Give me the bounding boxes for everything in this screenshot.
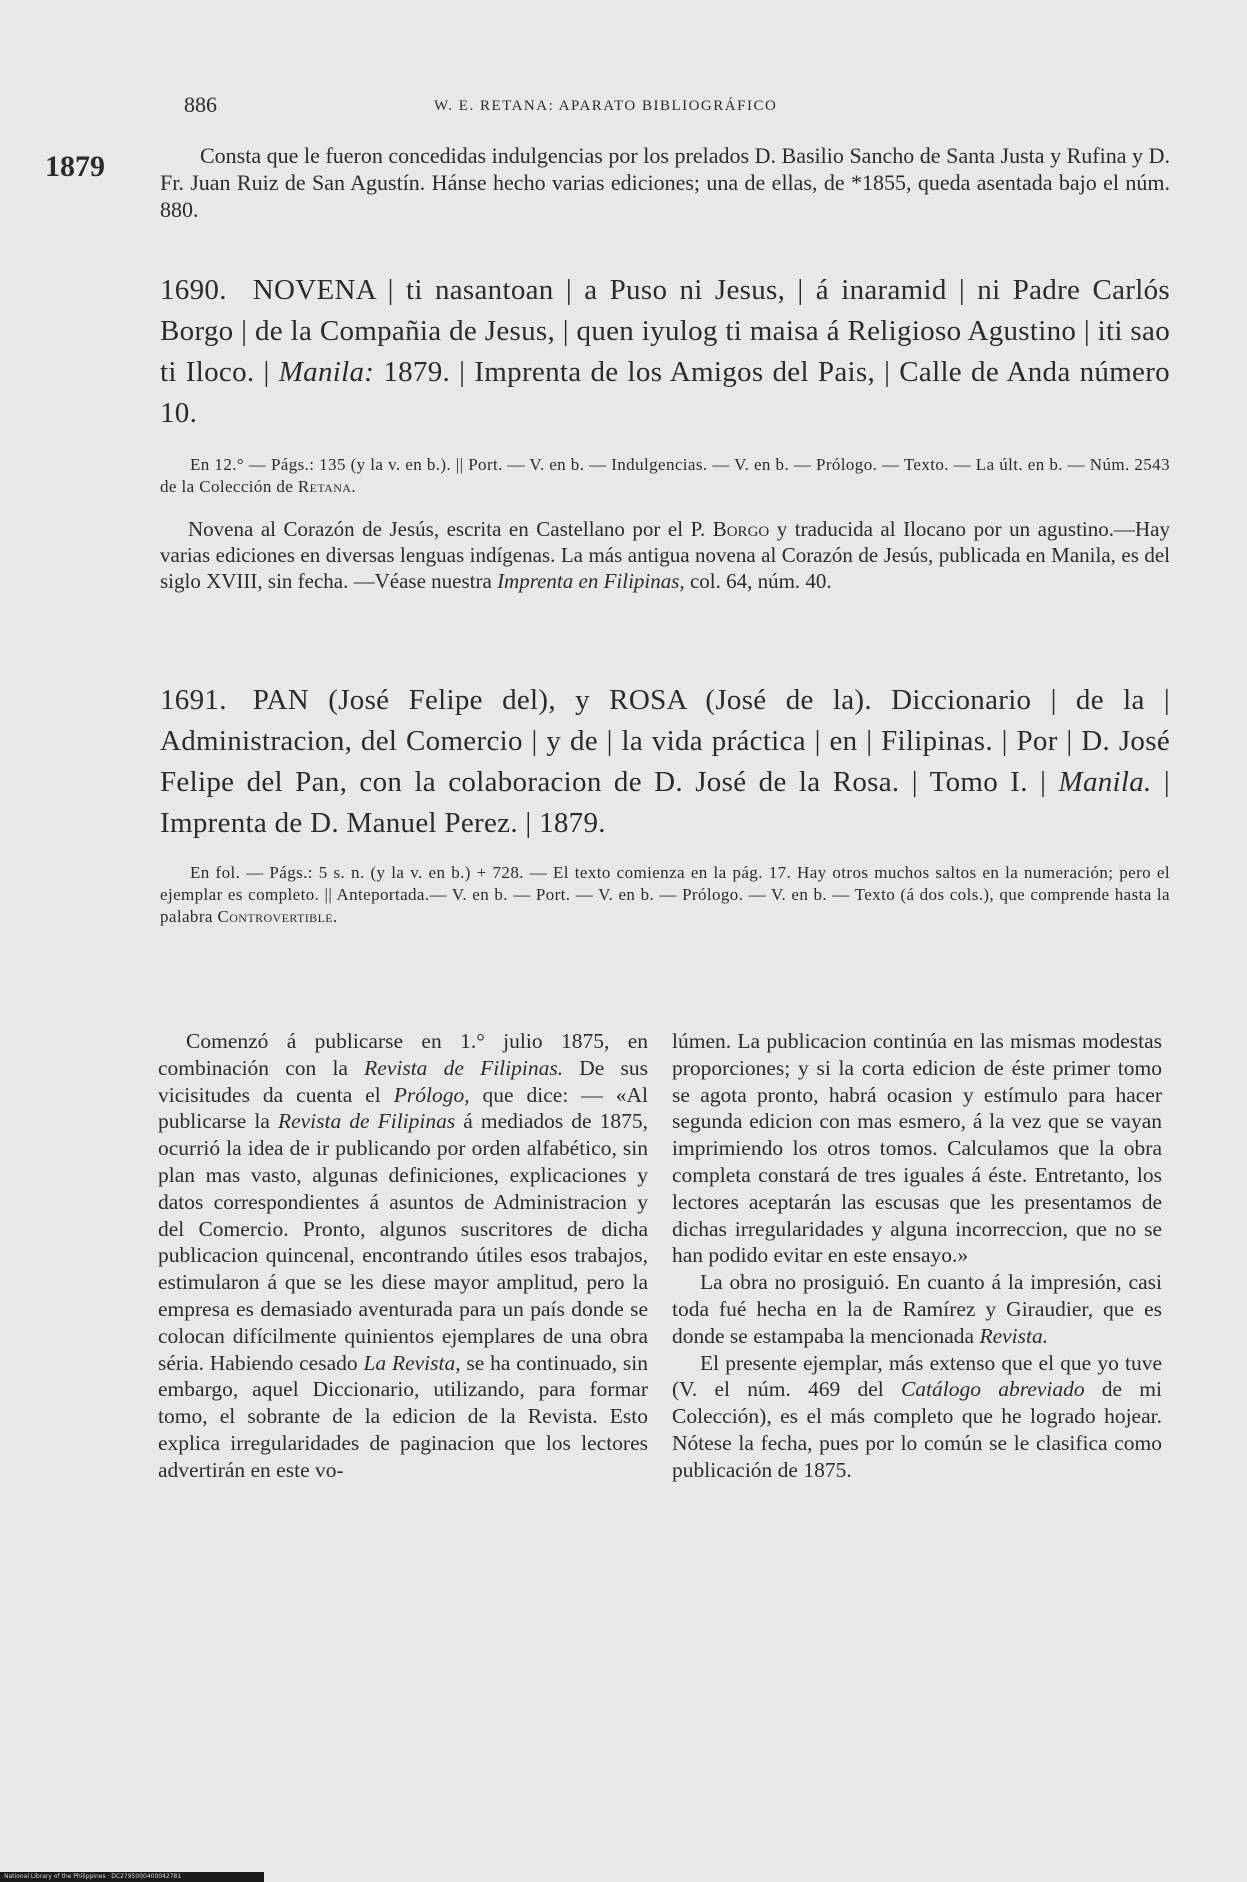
right-column-paragraph-1: lúmen. La publicacion continúa en las mismas modestas proporciones; y si la corta edicion de éste primer tomo se agota pronto, habrá ocasion y estímulo para hacer segunda edicion con mas esmero, á la vez que se vayan imprimiendo los otros tomos. Calculamos que la obra completa constará de tres iguales á éste. Entretanto, los lectores aceptarán las escusas que les presentamos de dichas irregularidades y alguna incorreccion, que no se han podido evitar en este ensayo.» [672,1029,1162,1268]
entry-1690-note: Novena al Corazón de Jesús, escrita en Castellano por el P. Borgo y traducida al Ilocano por un agustino.—Hay varias ediciones en diversas lenguas indígenas. La más antigua novena al Corazón de Jesús, publicada en Manila, es del siglo XVIII, sin fecha. —Véase nuestra Imprenta en Filipinas, col. 64, núm. 40. [160,517,1170,593]
entry-number: 1691. [160,684,227,716]
running-title: W. E. RETANA: APARATO BIBLIOGRÁFICO [434,98,778,114]
right-column-paragraph-3: El presente ejemplar, más extenso que el que yo tuve (V. el núm. 469 del Catálogo abreviado de mi Colección), es el más completo que he logrado hojear. Nótese la fecha, pues por lo común se le clasifica como publicación de 1875. [672,1350,1162,1482]
entry-1690 [160,270,1170,594]
entry-1691-title: 1691. PAN (José Felipe del), y ROSA (José de la). Diccionario | de la | Administracion, del Comercio | y de | la vida práctica | en | Filipinas. | Por | D. José Felipe del Pan, con la colaboracion de D. José de la Rosa. | Tomo I. | Manila. | Imprenta de D. Manuel Perez. | 1879. [160,684,1170,839]
imprint-place: Manila. [1058,766,1152,798]
intro-paragraph: Consta que le fueron concedidas indulgencias por los prelados D. Basilio Sancho de Santa Justa y Rufina y D. Fr. Juan Ruiz de San Agustín. Hánse hecho varias ediciones; una de ellas, de *1855, queda asentada bajo el núm. 880. [160,143,1170,222]
entry-1691 [160,680,1170,928]
entry-1690-collation: En 12.° — Págs.: 135 (y la v. en b.). || Port. — V. en b. — Indulgencias. — V. en b. — Prólogo. — Texto. — La últ. en b. — Núm. 2543 de la Colección de Retana. [160,455,1170,496]
page-number: 886 [184,92,217,117]
right-column-paragraph-2: La obra no prosiguió. En cuanto á la impresión, casi toda fué hecha en la de Ramírez y Giraudier, que es donde se estampaba la mencionada Revista. [672,1270,1162,1348]
right-column [672,1028,1162,1484]
entry-number: 1690. [160,274,227,306]
imprint-place: Manila: [278,356,375,388]
left-column-paragraph: Comenzó á publicarse en 1.° julio 1875, en combinación con la Revista de Filipinas. De sus vicisitudes da cuenta el Prólogo, que dice: — «Al publicarse la Revista de Filipinas á mediados de 1875, ocurrió la idea de ir publicando por orden alfabético, sin plan mas vasto, algunas definiciones, explicaciones y datos correspondientes á asuntos de Administracion y del Comercio. Pronto, algunos suscritores de dicha publicacion quincenal, encontrando útiles esos trabajos, estimularon á que se les diese mayor amplitud, pero la empresa es demasiado aventurada para un país donde se colocan difícilmente quinientos ejemplares de una obra séria. Habiendo cesado La Revista, se ha continuado, sin embargo, aquel Diccionario, utilizando, para formar tomo, el sobrante de la edicion de la Revista. Esto explica irregularidades de paginacion que los lectores advertirán en este vo- [158,1029,649,1482]
margin-year: 1879 [45,150,105,183]
entry-1690-title: 1690. NOVENA | ti nasantoan | a Puso ni Jesus, | á inaramid | ni Padre Carlós Borgo | de la Compañia de Jesus, | quen iyulog ti maisa á Religioso Agustino | iti sao ti Iloco. | Manila: 1879. | Imprenta de los Amigos del Pais, | Calle de Anda número 10. [160,274,1170,429]
entry-1691-collation: En fol. — Págs.: 5 s. n. (y la v. en b.) + 728. — El texto comienza en la pág. 17. Hay otros muchos saltos en la numeración; pero el ejemplar es completo. || Anteportada.— V. en b. — Port. — V. en b. — Prólogo. — V. en b. — Texto (á dos cols.), que comprende hasta la palabra Controvertible. [160,863,1170,926]
intro-paragraph-block [160,142,1170,223]
scan-footer-strip: National Library of the Philippines · DC2795000400042781 [0,1872,264,1882]
page-header [184,92,1184,122]
left-column [158,1028,648,1484]
